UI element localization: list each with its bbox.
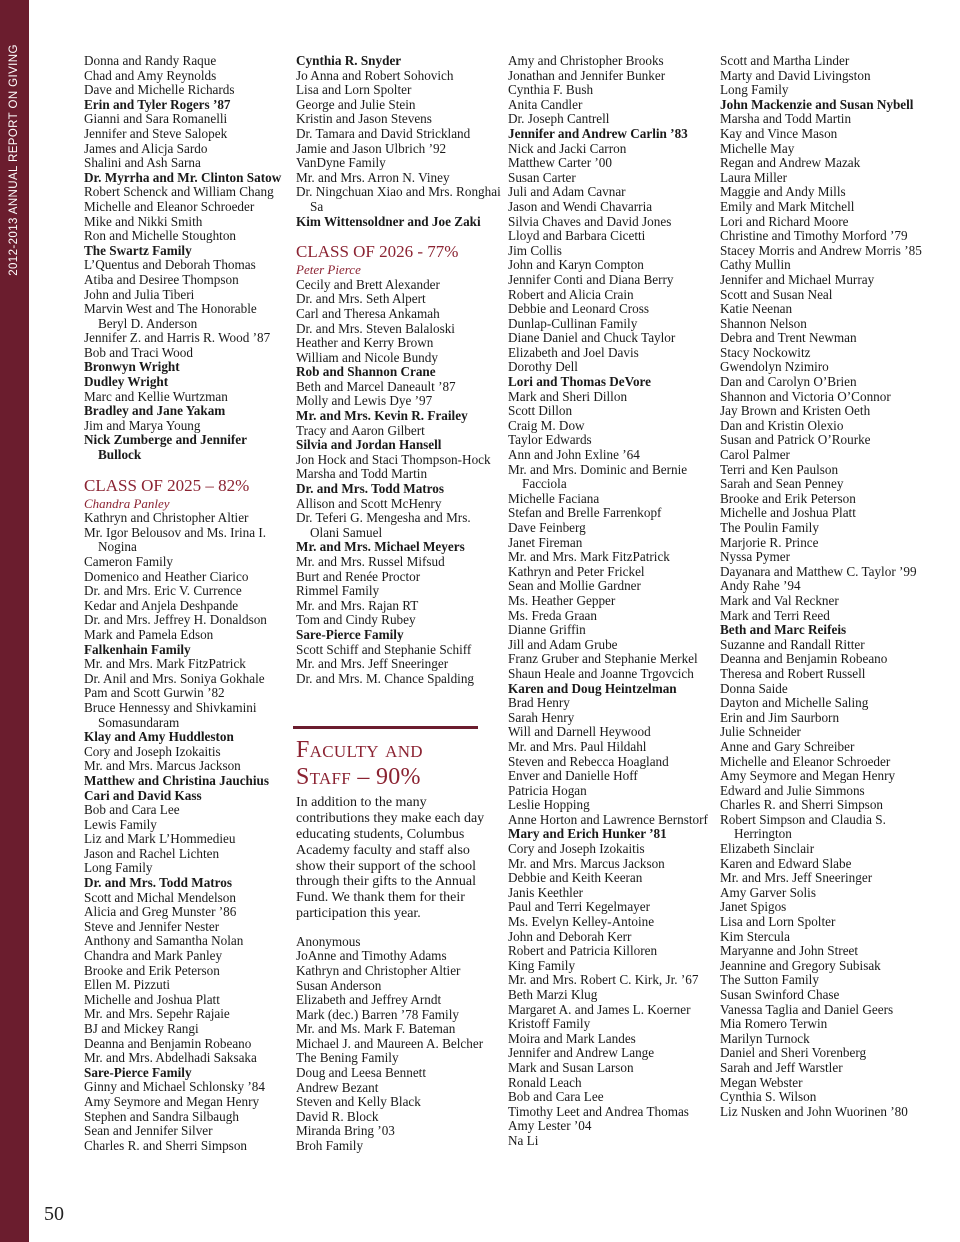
donor-name: Jennifer and Andrew Lange	[508, 1045, 655, 1061]
donor-name: Susan and Patrick O’Rourke	[720, 432, 871, 448]
class-2026-representative: Peter Pierce	[296, 262, 361, 278]
donor-name: Molly and Lewis Dye ’97	[296, 393, 433, 409]
donor-name: Mark and Sheri Dillon	[508, 388, 628, 404]
faculty-section-rule	[293, 726, 478, 729]
donor-name: Michelle and Joshua Platt	[84, 991, 220, 1007]
donor-name: Mr. and Mrs. Sepehr Rajaie	[84, 1006, 230, 1022]
donor-name: Sean and Jennifer Silver	[84, 1123, 213, 1139]
donor-name: Kedar and Anjela Deshpande	[84, 597, 239, 613]
donor-name: Nick and Jacki Carron	[508, 140, 627, 156]
donor-name: Matthew and Christina Jauchius	[84, 772, 270, 788]
donor-name: Carl and Theresa Ankamah	[296, 305, 440, 321]
column-2	[296, 54, 501, 1154]
donor-name: Karen and Doug Heintzelman	[508, 680, 677, 696]
donor-name: Jonathan and Jennifer Bunker	[508, 67, 666, 83]
donor-name: Mr. Igor Belousov and Ms. Irina I. Nogina	[84, 524, 267, 555]
donor-name: VanDyne Family	[296, 155, 386, 171]
donor-list-class-2025-continued	[296, 54, 501, 229]
donor-name: Nyssa Pymer	[720, 549, 790, 565]
donor-name: John Mackenzie and Susan Nybell	[720, 96, 914, 112]
donor-name: The Sutton Family	[720, 972, 819, 988]
donor-name: Bob and Cara Lee	[508, 1089, 604, 1105]
donor-name: Stephen and Sandra Silbaugh	[84, 1108, 239, 1124]
faculty-heading-line-1: Faculty and	[296, 737, 423, 764]
donor-name: Lewis Family	[84, 816, 157, 832]
class-2026-heading: CLASS OF 2026 - 77%	[296, 242, 459, 262]
donor-name: Bradley and Jane Yakam	[84, 403, 226, 419]
faculty-heading	[296, 737, 501, 791]
donor-name: Cecily and Brett Alexander	[296, 276, 440, 292]
donor-name: Katie Neenan	[720, 301, 793, 317]
donor-name: Klay and Amy Huddleston	[84, 729, 234, 745]
donor-name: Rimmel Family	[296, 583, 380, 599]
donor-name: Cari and David Kass	[84, 787, 202, 803]
donor-name: Robert and Alicia Crain	[508, 286, 634, 302]
donor-name: Janis Keethler	[508, 884, 584, 900]
faculty-intro-text: In addition to the many contributions they make each day educating students, Columbus Academy faculty and staff also show their support of the school through their gifts to the Annual Fund. We thank them for their participation this year.	[296, 795, 485, 921]
donor-name: Theresa and Robert Russell	[720, 665, 866, 681]
donor-name: Allison and Scott McHenry	[296, 495, 442, 511]
donor-name: Michael J. and Maureen A. Belcher	[296, 1035, 484, 1051]
donor-list-parents-2024-continued	[84, 54, 289, 463]
donor-name: Andrew Bezant	[296, 1079, 379, 1095]
donor-name: Michelle May	[720, 140, 795, 156]
donor-name: Burt and Renée Proctor	[296, 568, 421, 584]
donor-name: Vanessa Taglia and Daniel Geers	[720, 1001, 894, 1017]
column-1	[84, 54, 289, 1153]
donor-name: Jennifer Conti and Diana Berry	[508, 271, 674, 287]
donor-name: Franz Gruber and Stephanie Merkel	[508, 651, 698, 667]
donor-name: Michelle and Joshua Platt	[720, 505, 856, 521]
donor-list-class-2026	[296, 278, 501, 687]
donor-name: Marty and David Livingston	[720, 67, 871, 83]
donor-name: Robert Simpson and Claudia S. Herrington	[720, 811, 886, 842]
donor-name: Long Family	[720, 82, 789, 98]
donor-name: John and Julia Tiberi	[84, 286, 195, 302]
donor-name: Dr. Anil and Mrs. Soniya Gokhale	[84, 670, 265, 686]
page-number: 50	[44, 1203, 64, 1225]
donor-name: Sarah and Jeff Warstler	[720, 1059, 843, 1075]
class-2025-heading: CLASS OF 2025 – 82%	[84, 475, 250, 495]
donor-name: Sarah Henry	[508, 709, 575, 725]
donor-name: Dr. and Mrs. Eric V. Currence	[84, 583, 242, 599]
donor-name: Steven and Kelly Black	[296, 1094, 421, 1110]
donor-name: Stacey Morris and Andrew Morris ’85	[720, 242, 922, 258]
donor-name: Mark and Val Reckner	[720, 592, 839, 608]
donor-name: Cory and Joseph Izokaitis	[508, 841, 645, 857]
donor-name: Marsha and Todd Martin	[720, 111, 852, 127]
column-4	[720, 54, 925, 1119]
donor-name: Scott and Susan Neal	[720, 286, 833, 302]
donor-name: Amy Lester ’04	[508, 1118, 592, 1134]
donor-name: Mr. and Mrs. Paul Hildahl	[508, 738, 647, 754]
donor-name: Brooke and Erik Peterson	[84, 962, 220, 978]
donor-name: Mark and Pamela Edson	[84, 626, 214, 642]
donor-name: Mr. and Mrs. Marcus Jackson	[508, 855, 665, 871]
donor-name: Charles R. and Sherri Simpson	[84, 1137, 248, 1153]
donor-name: Ms. Evelyn Kelley-Antoine	[508, 914, 655, 930]
donor-name: Daniel and Sheri Vorenberg	[720, 1045, 867, 1061]
donor-name: Liz and Mark L’Hommedieu	[84, 831, 236, 847]
donor-name: Beth and Marc Reifeis	[720, 622, 847, 638]
donor-name: Marsha and Todd Martin	[296, 466, 428, 482]
donor-name: Timothy Leet and Andrea Thomas	[508, 1103, 689, 1119]
donor-name: Liz Nusken and John Wuorinen ’80	[720, 1103, 908, 1119]
donor-name: Lori and Richard Moore	[720, 213, 849, 229]
donor-name: Ronald Leach	[508, 1074, 582, 1090]
donor-name: Alicia and Greg Munster ’86	[84, 904, 237, 920]
donor-name: Jennifer and Michael Murray	[720, 271, 875, 287]
donor-name: Ron and Michelle Stoughton	[84, 228, 237, 244]
donor-name: Steve and Jennifer Nester	[84, 918, 220, 934]
donor-name: Dr. and Mrs. M. Chance Spalding	[296, 670, 475, 686]
donor-name: Ginny and Michael Schlonsky ’84	[84, 1079, 265, 1095]
donor-name: Kristoff Family	[508, 1016, 591, 1032]
donor-name: Mr. and Mrs. Arron N. Viney	[296, 169, 450, 185]
donor-name: Dunlap-Cullinan Family	[508, 315, 638, 331]
donor-name: David R. Block	[296, 1108, 379, 1124]
donor-name: Bob and Traci Wood	[84, 344, 193, 360]
donor-name: Brad Henry	[508, 695, 570, 711]
donor-list-class-2025	[84, 511, 289, 1153]
donor-name: Maggie and Andy Mills	[720, 184, 846, 200]
donor-name: Mr. and Mrs. Rajan RT	[296, 597, 419, 613]
donor-name: Julie Schneider	[720, 724, 801, 740]
donor-name: Lisa and Lorn Spolter	[296, 82, 412, 98]
donor-name: Regan and Andrew Mazak	[720, 155, 861, 171]
donor-name: Dr. and Mrs. Jeffrey H. Donaldson	[84, 612, 267, 628]
donor-name: The Poulin Family	[720, 520, 819, 535]
donor-name: Susan Anderson	[296, 977, 382, 993]
faculty-heading-line-2: Staff – 90%	[296, 764, 421, 791]
donor-name: Mr. and Ms. Mark F. Bateman	[296, 1021, 456, 1037]
donor-name: Marc and Kellie Wurtzman	[84, 388, 228, 404]
donor-name: Jennifer Z. and Harris R. Wood ’87	[84, 330, 271, 346]
donor-name: Domenico and Heather Ciarico	[84, 568, 249, 584]
donor-name: Susan Swinford Chase	[720, 987, 840, 1002]
sidebar-title-wrap	[0, 0, 29, 1242]
donor-name: Shalini and Ash Sarna	[84, 155, 201, 171]
donor-name: Anne and Gary Schreiber	[720, 738, 855, 754]
donor-name: Kathryn and Christopher Altier	[296, 962, 461, 978]
donor-list-faculty	[296, 935, 501, 1154]
donor-name: William and Nicole Bundy	[296, 349, 438, 365]
donor-name: Elizabeth and Joel Davis	[508, 344, 639, 360]
donor-name: Erin and Tyler Rogers ’87	[84, 96, 231, 112]
donor-name: Mr. and Mrs. Mark FitzPatrick	[508, 549, 670, 565]
donor-name: Charles R. and Sherri Simpson	[720, 797, 884, 813]
column-3	[508, 54, 713, 1149]
donor-name: Paul and Terri Kegelmayer	[508, 899, 651, 915]
donor-name: Marjorie R. Prince	[720, 534, 819, 550]
donor-name: Dayton and Michelle Saling	[720, 695, 869, 711]
donor-name: Amy and Christopher Brooks	[508, 53, 664, 68]
donor-name: Michelle Faciana	[508, 490, 600, 506]
donor-name: Anita Candler	[508, 96, 583, 112]
donor-name: Dan and Carolyn O’Brien	[720, 374, 857, 390]
donor-name: Enver and Danielle Hoff	[508, 768, 638, 784]
donor-name: Dr. and Mrs. Todd Matros	[84, 875, 233, 891]
donor-name: Mr. and Mrs. Michael Meyers	[296, 539, 465, 555]
donor-name: Mia Romero Terwin	[720, 1016, 828, 1032]
donor-name: Dianne Griffin	[508, 622, 586, 638]
donor-name: Mr. and Mrs. Marcus Jackson	[84, 758, 241, 774]
donor-name: Craig M. Dow	[508, 417, 585, 433]
donor-name: Laura Miller	[720, 169, 788, 185]
donor-name: Chad and Amy Reynolds	[84, 67, 217, 83]
donor-name: Miranda Bring ’03	[296, 1123, 395, 1139]
donor-name: Donna and Randy Raque	[84, 53, 217, 68]
donor-name: Mr. and Mrs. Kevin R. Frailey	[296, 408, 468, 424]
donor-name: Dr. Teferi G. Mengesha and Mrs. Olani Samuel	[296, 510, 471, 540]
donor-name: Michelle and Eleanor Schroeder	[720, 753, 891, 769]
donor-list-faculty-continued-2	[720, 54, 925, 1119]
donor-name: Kristin and Jason Stevens	[296, 111, 432, 127]
donor-name: Jo Anna and Robert Sohovich	[296, 67, 454, 83]
donor-name: Dr. Ningchuan Xiao and Mrs. Ronghai Sa	[296, 184, 501, 214]
donor-name: Maryanne and John Street	[720, 943, 859, 959]
donor-name: Broh Family	[296, 1138, 364, 1154]
donor-name: Patricia Hogan	[508, 782, 587, 798]
donor-name: Steven and Rebecca Hoagland	[508, 753, 669, 769]
donor-name: John and Karyn Compton	[508, 257, 644, 273]
donor-name: Dr. Myrrha and Mr. Clinton Satow	[84, 169, 282, 185]
donor-name: Amy Seymore and Megan Henry	[720, 768, 896, 784]
donor-name: Mr. and Mrs. Russel Mifsud	[296, 554, 445, 569]
donor-name: Beth and Marcel Daneault ’87	[296, 378, 456, 394]
donor-name: Tom and Cindy Rubey	[296, 612, 416, 628]
donor-name: Elizabeth Sinclair	[720, 841, 815, 857]
donor-name: Silvia Chaves and David Jones	[508, 213, 672, 229]
donor-name: Debra and Trent Newman	[720, 330, 857, 346]
donor-name: Mr. and Mrs. Abdelhadi Saksaka	[84, 1050, 257, 1066]
donor-name: Robert Schenck and William Chang	[84, 184, 274, 200]
donor-name: Sare-Pierce Family	[84, 1064, 192, 1080]
donor-name: Na Li	[508, 1132, 539, 1148]
donor-name: Matthew Carter ’00	[508, 155, 612, 171]
donor-name: Mark and Terri Reed	[720, 607, 830, 623]
donor-name: Janet Fireman	[508, 534, 583, 550]
donor-name: Lori and Thomas DeVore	[508, 374, 652, 390]
donor-name: Lloyd and Barbara Cicetti	[508, 228, 646, 244]
donor-name: Mr. and Mrs. Jeff Sneeringer	[296, 656, 449, 672]
donor-name: Mary and Erich Hunker ’81	[508, 826, 667, 842]
donor-name: Jamie and Jason Ulbrich ’92	[296, 140, 447, 156]
donor-name: Silvia and Jordan Hansell	[296, 437, 442, 453]
donor-name: Stefan and Brelle Farrenkopf	[508, 505, 662, 521]
donor-name: Michelle and Eleanor Schroeder	[84, 198, 255, 214]
donor-name: Sean and Mollie Gardner	[508, 578, 641, 594]
class-2025-representative: Chandra Panley	[84, 495, 170, 511]
donor-name: Jennifer and Steve Salopek	[84, 125, 228, 141]
donor-name: Jennifer and Andrew Carlin ’83	[508, 125, 688, 141]
donor-name: Debbie and Leonard Cross	[508, 301, 649, 317]
donor-name: Marvin West and The Honorable Beryl D. Anderson	[84, 301, 257, 331]
donor-name: Dan and Kristin Olexio	[720, 417, 844, 433]
donor-name: Taylor Edwards	[508, 432, 592, 448]
donor-name: Erin and Jim Saurborn	[720, 709, 840, 725]
donor-name: Dr. Tamara and David Strickland	[296, 125, 471, 141]
donor-name: Mr. and Mrs. Dominic and Bernie Facciola	[508, 461, 688, 492]
donor-name: Christine and Timothy Morford ’79	[720, 228, 908, 244]
donor-name: Jon Hock and Staci Thompson-Hock	[296, 451, 491, 467]
donor-name: Jill and Adam Grube	[508, 636, 618, 652]
donor-name: Anonymous	[296, 933, 361, 949]
donor-name: Scott and Martha Linder	[720, 53, 850, 68]
donor-name: Kim Wittensoldner and Joe Zaki	[296, 213, 481, 229]
donor-name: Mike and Nikki Smith	[84, 213, 203, 229]
donor-name: Tracy and Aaron Gilbert	[296, 422, 425, 438]
donor-name: Scott Schiff and Stephanie Schiff	[296, 641, 472, 657]
donor-name: Shannon and Victoria O’Connor	[720, 388, 891, 404]
donor-name: Mark and Susan Larson	[508, 1059, 634, 1075]
donor-name: Robert and Patricia Killoren	[508, 943, 658, 959]
donor-name: Dorothy Dell	[508, 359, 578, 375]
donor-name: Edward and Julie Simmons	[720, 782, 865, 798]
donor-name: Cynthia S. Wilson	[720, 1089, 817, 1105]
donor-name: John and Deborah Kerr	[508, 928, 632, 944]
donor-name: Janet Spigos	[720, 899, 787, 915]
donor-name: Sarah and Sean Penney	[720, 476, 844, 492]
donor-name: Sare-Pierce Family	[296, 626, 404, 642]
donor-name: Dr. Joseph Cantrell	[508, 111, 610, 127]
donor-name: Jim Collis	[508, 242, 562, 258]
donor-name: Karen and Edward Slabe	[720, 855, 852, 871]
donor-name: Bronwyn Wright	[84, 359, 180, 375]
donor-name: Dayanara and Matthew C. Taylor ’99	[720, 563, 917, 579]
donor-name: L’Quentus and Deborah Thomas	[84, 257, 256, 273]
donor-name: Amy Seymore and Megan Henry	[84, 1093, 260, 1109]
donor-name: Emily and Mark Mitchell	[720, 198, 855, 214]
donor-name: Carol Palmer	[720, 447, 790, 463]
donor-name: Deanna and Benjamin Robeano	[84, 1035, 252, 1051]
donor-name: Mr. and Mrs. Mark FitzPatrick	[84, 656, 246, 672]
donor-name: Atiba and Desiree Thompson	[84, 271, 239, 287]
donor-name: Suzanne and Randall Ritter	[720, 636, 865, 652]
donor-name: Cory and Joseph Izokaitis	[84, 743, 221, 759]
donor-name: Moira and Mark Landes	[508, 1030, 636, 1046]
donor-name: Juli and Adam Cavnar	[508, 184, 626, 200]
donor-name: BJ and Mickey Rangi	[84, 1021, 199, 1036]
donor-name: Dr. and Mrs. Seth Alpert	[296, 291, 426, 307]
donor-name: Will and Darnell Heywood	[508, 724, 651, 740]
donor-name: Nick Zumberge and Jennifer Bullock	[84, 432, 247, 463]
donor-name: Jason and Wendi Chavarria	[508, 198, 653, 214]
donor-name: Jay Brown and Kristen Oeth	[720, 403, 871, 419]
donor-name: Mark (dec.) Barren ’78 Family	[296, 1006, 459, 1022]
donor-name: Long Family	[84, 860, 153, 876]
donor-name: Chandra and Mark Panley	[84, 948, 223, 964]
donor-name: Marilyn Turnock	[720, 1030, 810, 1046]
donor-name: Andy Rahe ’94	[720, 578, 801, 594]
donor-name: Falkenhain Family	[84, 641, 191, 657]
donor-name: Margaret A. and James L. Koerner	[508, 1001, 691, 1017]
donor-name: Ann and John Exline ’64	[508, 447, 640, 463]
donor-name: Scott Dillon	[508, 403, 573, 419]
donor-name: Beth Marzi Klug	[508, 987, 598, 1002]
donor-name: The Bening Family	[296, 1050, 399, 1066]
donor-name: Heather and Kerry Brown	[296, 335, 434, 351]
donor-name: Stacy Nockowitz	[720, 344, 811, 360]
donor-name: James and Alicja Sardo	[84, 140, 208, 156]
donor-name: Dr. and Mrs. Todd Matros	[296, 481, 445, 497]
donor-name: Susan Carter	[508, 169, 576, 185]
donor-name: Diane Daniel and Chuck Taylor	[508, 330, 676, 346]
donor-name: Kathryn and Christopher Altier	[84, 510, 249, 526]
donor-name: Leslie Hopping	[508, 797, 590, 813]
donor-name: Kim Stercula	[720, 928, 790, 944]
donor-name: George and Julie Stein	[296, 96, 416, 112]
donor-list-faculty-continued	[508, 54, 713, 1149]
donor-name: Dave Feinberg	[508, 520, 586, 535]
donor-name: Kathryn and Peter Frickel	[508, 563, 645, 579]
donor-name: Jim and Marya Young	[84, 417, 201, 433]
donor-name: Debbie and Keith Keeran	[508, 870, 643, 886]
donor-name: Amy Garver Solis	[720, 884, 816, 900]
donor-name: Kay and Vince Mason	[720, 125, 838, 141]
donor-name: Anne Horton and Lawrence Bernstorf	[508, 811, 708, 827]
donor-name: JoAnne and Timothy Adams	[296, 948, 447, 964]
donor-name: Megan Webster	[720, 1074, 803, 1090]
donor-name: Jason and Rachel Lichten	[84, 845, 220, 861]
donor-name: Elizabeth and Jeffrey Arndt	[296, 992, 442, 1008]
donor-name: King Family	[508, 957, 576, 973]
donor-name: Mr. and Mrs. Jeff Sneeringer	[720, 870, 873, 886]
donor-name: Lisa and Lorn Spolter	[720, 914, 836, 930]
donor-name: Pam and Scott Gurwin ’82	[84, 685, 225, 701]
donor-name: Bruce Hennessy and Shivkamini Somasundaram	[84, 699, 257, 730]
donor-name: Gwendolyn Nzimiro	[720, 359, 829, 375]
donor-name: Donna Saide	[720, 680, 788, 696]
donor-name: Cathy Mullin	[720, 257, 791, 273]
donor-name: Cameron Family	[84, 554, 174, 569]
donor-name: Shaun Heale and Joanne Trgovcich	[508, 665, 694, 681]
donor-name: Rob and Shannon Crane	[296, 364, 436, 380]
donor-name: Cynthia F. Bush	[508, 82, 594, 98]
donor-name: Deanna and Benjamin Robeano	[720, 651, 888, 667]
donor-name: Anthony and Samantha Nolan	[84, 933, 244, 949]
donor-name: Ms. Freda Graan	[508, 607, 597, 623]
donor-name: Brooke and Erik Peterson	[720, 490, 856, 506]
donor-name: Ellen M. Pizzuti	[84, 977, 171, 993]
donor-name: Cynthia R. Snyder	[296, 53, 402, 68]
sidebar-title: 2012-2013 ANNUAL REPORT ON GIVING	[8, 44, 20, 276]
donor-name: Gianni and Sara Romanelli	[84, 111, 228, 127]
donor-name: Jeannine and Gregory Subisak	[720, 957, 881, 973]
donor-name: The Swartz Family	[84, 242, 192, 258]
donor-name: Dave and Michelle Richards	[84, 82, 235, 98]
donor-name: Scott and Michal Mendelson	[84, 889, 236, 905]
donor-name: Mr. and Mrs. Robert C. Kirk, Jr. ’67	[508, 972, 699, 988]
donor-name: Dudley Wright	[84, 374, 169, 390]
donor-name: Dr. and Mrs. Steven Balaloski	[296, 320, 455, 336]
donor-name: Bob and Cara Lee	[84, 802, 180, 818]
donor-name: Terri and Ken Paulson	[720, 461, 839, 477]
donor-name: Ms. Heather Gepper	[508, 592, 616, 608]
donor-name: Shannon Nelson	[720, 315, 807, 331]
donor-name: Doug and Leesa Bennett	[296, 1065, 427, 1081]
